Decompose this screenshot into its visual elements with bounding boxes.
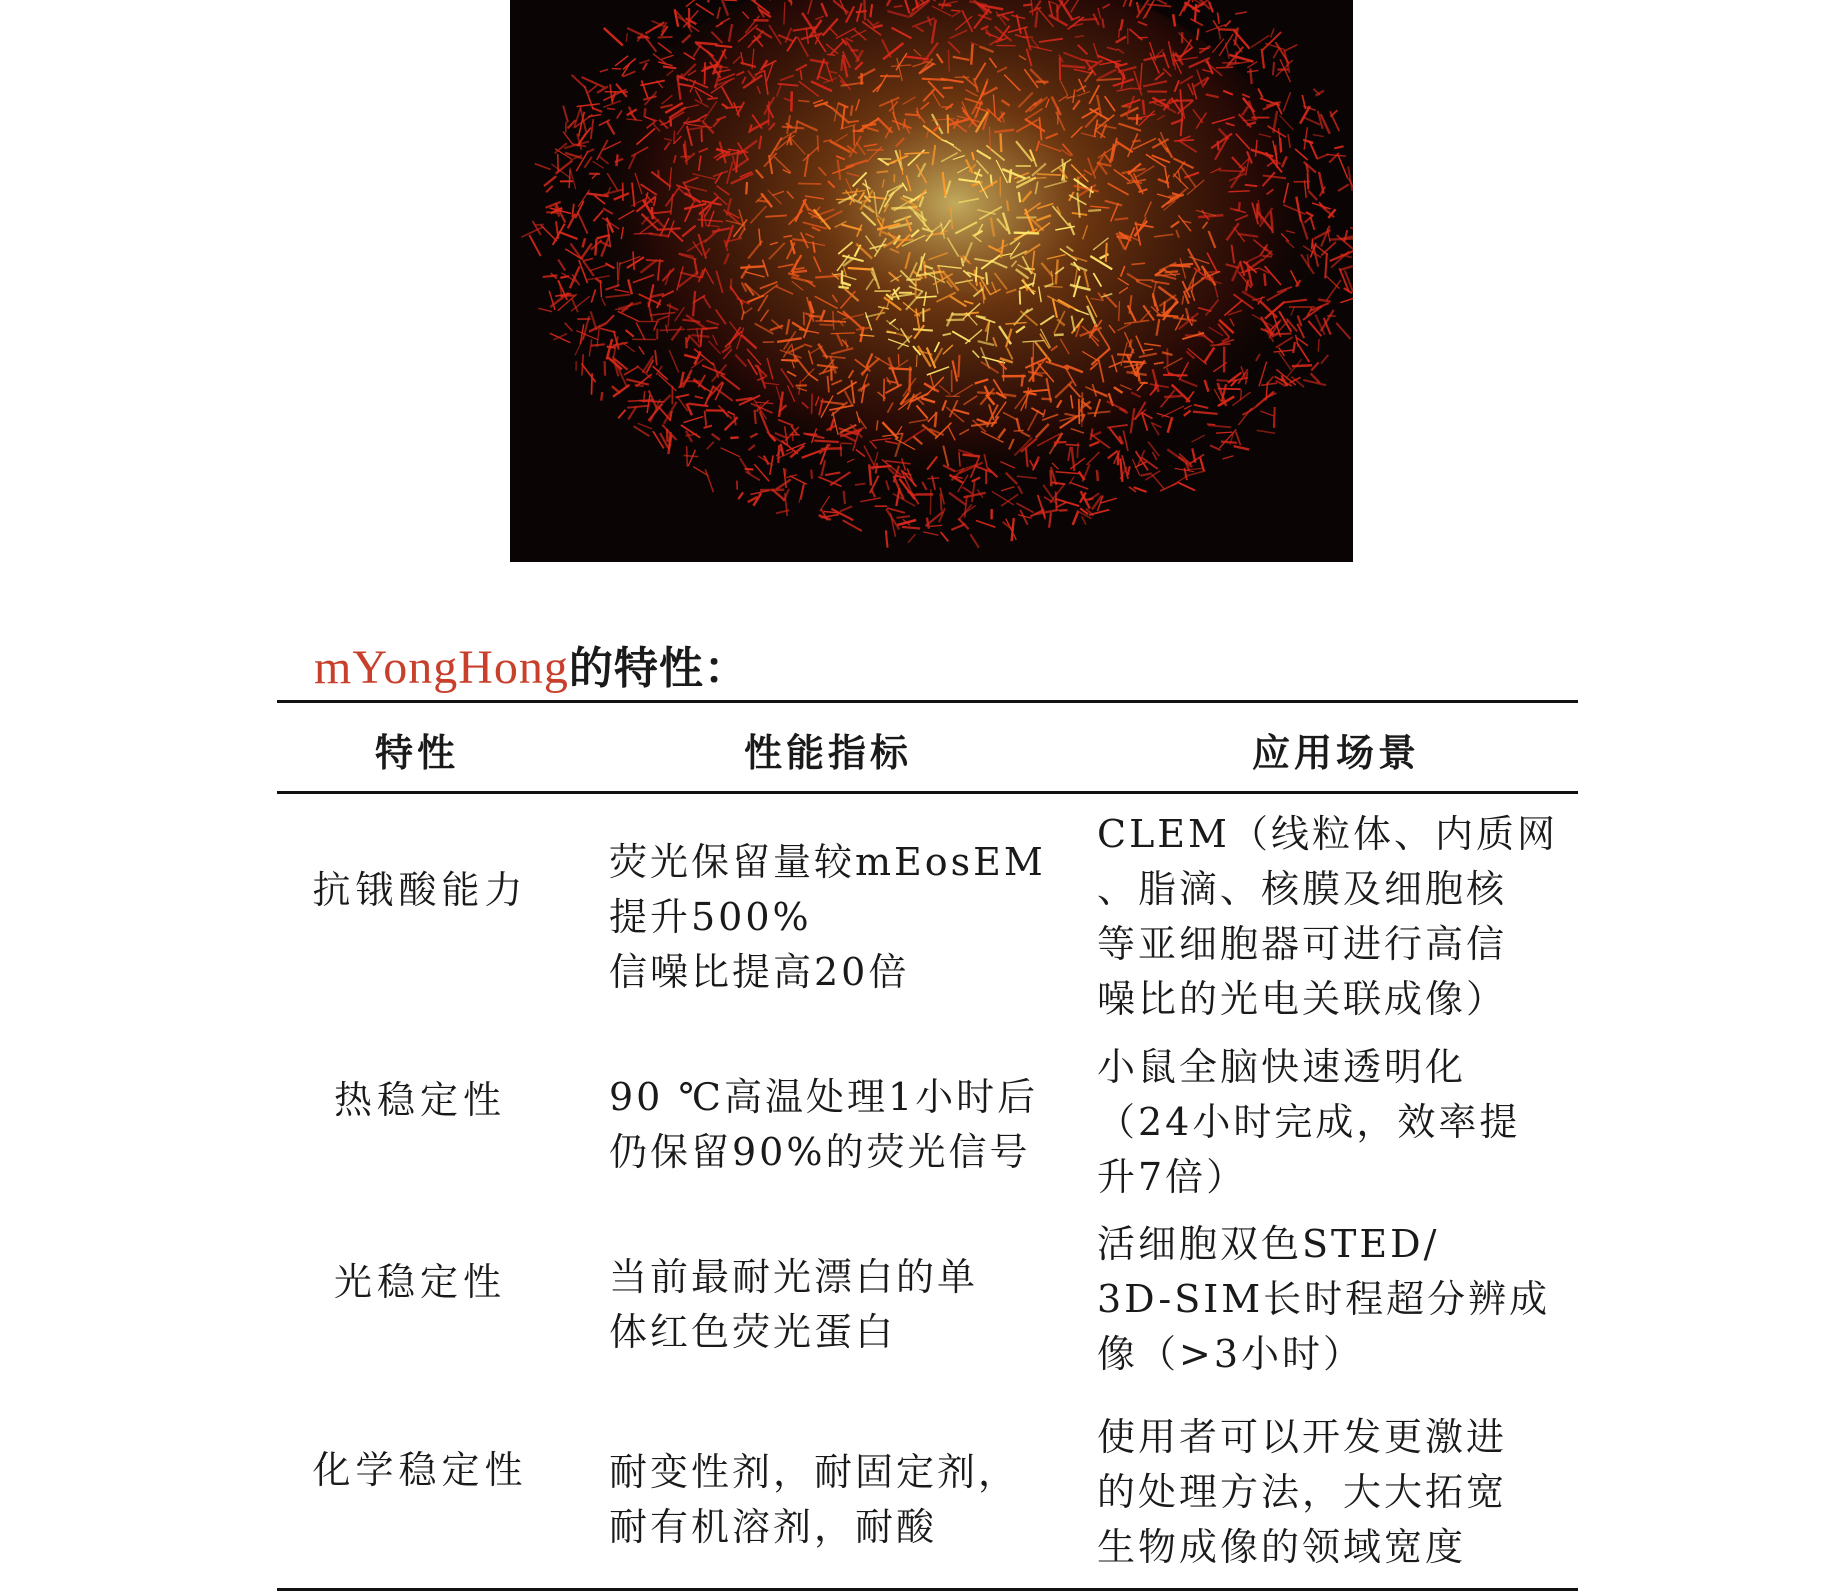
network-strand [577,104,600,107]
network-strand [1325,253,1327,278]
network-strand [1079,399,1080,424]
network-strand [1329,239,1353,240]
network-strand [746,182,747,194]
network-strand [1054,442,1066,443]
cell-applications [1097,1040,1520,1205]
network-strand [544,176,556,186]
network-strand [652,207,653,219]
network-strand [546,186,553,192]
network-strand [1191,19,1203,26]
cell-applications [1097,1217,1550,1382]
network-strand [1106,243,1107,262]
network-strand [1216,67,1233,68]
network-strand [1304,127,1307,149]
network-strand [1229,191,1250,192]
network-strand [1273,49,1279,59]
cell-metrics [609,1250,978,1360]
network-strand [1185,471,1206,477]
network-strand [708,0,716,2]
applications-line: （24小时完成，效率提 [1097,1100,1521,1144]
metrics-line: 提升500% [609,895,812,939]
network-strand [938,5,951,6]
network-strand [658,170,659,178]
network-strand [600,69,608,71]
network-strand [898,354,899,365]
cell-applications [1097,1410,1507,1575]
network-strand [935,412,937,428]
applications-line: 等亚细胞器可进行高信 [1097,922,1508,966]
network-strand [1167,348,1168,365]
network-strand [848,268,874,270]
header-applications: 应用场景 [1252,730,1421,775]
applications-line: 活细胞双色STED/ [1097,1222,1440,1266]
network-strand [902,527,920,529]
network-strand [563,132,573,145]
metrics-line: 信噪比提高20倍 [609,950,910,994]
network-strand [1311,362,1318,370]
network-strand [615,309,628,310]
network-strand [1217,380,1229,381]
network-strand [616,154,617,166]
network-strand [1164,396,1182,397]
network-strand [1273,62,1274,75]
network-strand [1313,135,1324,137]
network-strand [1303,380,1326,385]
network-strand [894,6,903,7]
network-strand [549,291,555,310]
network-strand [1321,242,1336,255]
table-bottom-rule [277,1588,1578,1591]
header-property: 特性 [375,730,460,775]
network-strand [1327,316,1335,317]
network-strand [1257,430,1275,433]
network-strand [1123,72,1124,82]
network-strand [701,129,702,142]
network-strand [785,469,786,477]
network-strand [909,367,910,393]
network-strand [1178,482,1196,490]
network-strand [1007,201,1008,212]
network-strand [1014,431,1024,432]
network-strand [1165,271,1178,272]
network-strand [1292,365,1312,366]
network-strand [849,121,859,122]
metrics-line: 耐有机溶剂，耐酸 [609,1505,938,1549]
network-strand [563,106,568,123]
network-strand [529,235,540,256]
network-strand [1097,470,1098,481]
network-strand [1221,442,1237,443]
metrics-line: 90 ℃高温处理1小时后 [609,1075,1039,1119]
network-strand [821,448,842,449]
network-strand [1014,233,1039,234]
network-strand [1123,362,1144,363]
network-strand [1235,51,1236,63]
network-strand [1274,407,1275,428]
network-strand [949,50,950,72]
applications-line: 生物成像的领域宽度 [1097,1525,1467,1569]
network-strand [1318,299,1331,301]
network-strand [876,463,877,473]
network-strand [644,108,645,117]
network-strand [645,36,657,52]
network-strand [986,272,987,284]
network-strand [976,267,977,282]
network-strand [1330,111,1339,131]
network-strand [1303,117,1321,125]
network-strand [804,312,805,326]
network-strand [1260,411,1273,416]
network-strand [824,321,846,322]
network-strand [1020,290,1021,304]
network-strand [922,79,946,80]
network-strand [588,85,597,93]
network-strand [1054,335,1064,336]
network-strand [1219,29,1236,30]
metrics-line: 荧光保留量较mEosEM [609,840,1046,884]
network-strand [798,184,821,185]
section-title [314,632,749,696]
network-strand [556,221,558,238]
applications-line: CLEM（线粒体、内质网 [1097,812,1558,856]
network-strand [607,109,615,110]
applications-line: 小鼠全脑快速透明化 [1097,1045,1467,1089]
network-strand [653,26,661,28]
network-strand [838,287,849,288]
network-strand [1060,58,1061,81]
applications-line: 的处理方法，大大拓宽 [1097,1470,1508,1514]
network-strand [1023,4,1032,5]
network-strand [913,329,933,330]
network-strand [591,344,605,345]
network-strand [1318,111,1323,129]
network-strand [1037,174,1061,175]
network-strand [1309,141,1317,160]
network-strand [1022,37,1034,38]
network-strand [565,323,573,331]
network-strand [841,443,853,444]
network-strand [707,98,717,99]
network-strand [977,392,995,393]
network-strand [541,225,557,241]
network-strand [1264,273,1265,286]
network-strand [877,171,889,172]
network-strand [1102,19,1104,28]
network-strand [1312,238,1313,249]
network-strand [1241,390,1242,401]
network-strand [930,489,931,515]
network-strand [1338,156,1348,179]
network-strand [812,394,813,414]
network-strand [639,60,650,64]
network-strand [1334,146,1343,148]
network-strand [1338,184,1349,191]
cell-property: 化学稳定性 [312,1448,528,1492]
metrics-line: 耐变性剂，耐固定剂， [609,1450,1020,1494]
network-strand [696,4,714,16]
network-strand [702,214,703,228]
network-strand [792,432,793,441]
network-strand [1284,45,1298,52]
network-strand [1350,227,1353,233]
network-strand [601,392,602,401]
network-strand [916,278,917,297]
network-strand [592,373,593,394]
network-strand [535,224,544,225]
network-strand [1132,140,1141,141]
network-strand [615,56,628,66]
applications-line: 使用者可以开发更激进 [1097,1415,1508,1459]
network-strand [740,266,765,268]
network-strand [1321,355,1328,364]
network-strand [1280,138,1281,152]
network-strand [819,325,833,326]
network-strand [535,164,551,170]
network-strand [572,75,586,88]
network-strand [1219,170,1244,171]
cell-metrics [609,1070,1038,1180]
metrics-line: 当前最耐光漂白的单 [609,1255,979,1299]
network-strand [1115,218,1129,220]
network-strand [1250,68,1251,84]
network-strand [1028,178,1046,179]
network-strand [951,10,960,11]
network-strand [946,320,964,321]
network-strand [1059,510,1067,511]
cell-property: 热稳定性 [333,1078,506,1122]
network-strand [1143,100,1145,115]
network-strand [818,135,819,151]
applications-line: 噪比的光电关联成像） [1097,977,1508,1021]
network-strand [1088,210,1101,211]
network-strand [1077,443,1078,459]
network-strand [971,44,972,65]
network-strand [1019,192,1020,202]
brand-name: mYongHong [314,641,569,694]
network-strand [1262,49,1264,69]
network-strand [1266,103,1278,107]
network-strand [841,59,842,71]
network-strand [1147,0,1167,4]
network-strand [1276,42,1289,63]
network-strand [521,227,543,238]
network-strand [618,410,625,419]
header-bottom-rule [277,791,1578,794]
network-strand [626,33,627,42]
applications-line: 像（>3小时） [1097,1332,1365,1376]
network-strand [811,470,812,479]
network-strand [1209,2,1213,13]
network-strand [831,333,855,334]
network-strand [538,308,552,311]
network-strand [1079,19,1097,20]
network-strand [784,2,785,25]
applications-line: 、脂滴、核膜及细胞核 [1097,867,1508,911]
network-strand [607,347,615,348]
network-strand [1096,79,1121,80]
network-strand [851,105,853,115]
network-strand [814,441,839,442]
network-strand [705,62,706,84]
network-strand [1137,114,1138,125]
network-strand [841,444,842,456]
network-strand [1225,21,1231,27]
network-strand [605,361,606,376]
network-strand [553,334,567,340]
network-strand [1218,389,1241,390]
cell-property: 抗锇酸能力 [312,868,528,912]
network-strand [658,37,673,38]
network-strand [1001,133,1002,152]
metrics-line: 仍保留90%的荧光信号 [609,1130,1031,1174]
network-strand [604,28,623,46]
network-strand [1318,339,1319,352]
cell-metrics [609,1445,1019,1555]
table-top-rule [277,700,1578,703]
network-strand [864,0,865,20]
network-strand [1119,301,1120,321]
fluorescence-microscopy-image [510,0,1353,562]
network-strand [1271,28,1275,37]
network-strand [1336,323,1350,339]
network-strand [660,329,685,330]
network-strand [1223,456,1234,459]
network-strand [1234,446,1250,450]
network-strand [674,131,675,144]
network-strand [958,355,959,377]
network-strand [686,0,695,7]
header-metrics: 性能指标 [744,730,913,775]
network-strand [842,270,843,284]
network-strand [595,239,596,255]
network-strand [550,333,571,342]
network-strand [1326,276,1339,288]
network-strand [1051,470,1052,486]
network-strand [1340,266,1353,270]
cell-applications [1097,807,1558,1027]
applications-line: 3D-SIM长时程超分辨成 [1097,1277,1551,1321]
network-strand [1340,298,1353,302]
network-strand [1239,202,1240,211]
network-strand [905,114,919,115]
title-suffix: 的特性： [568,643,749,694]
network-strand [1164,302,1165,313]
cell-network-image [510,0,1353,562]
network-strand [916,355,917,367]
network-strand [1326,154,1346,156]
metrics-line: 体红色荧光蛋白 [609,1310,897,1354]
network-strand [730,437,738,438]
network-strand [1219,34,1233,56]
network-strand [701,329,702,346]
network-strand [1235,12,1246,14]
network-strand [844,491,845,504]
network-strand [1283,92,1290,111]
cell-property: 光稳定性 [333,1260,506,1304]
network-strand [1218,13,1220,24]
network-strand [610,84,613,103]
applications-line: 升7倍） [1097,1155,1248,1199]
network-strand [1218,141,1219,150]
cell-metrics [609,835,1046,1000]
network-strand [1247,70,1258,72]
network-strand [592,108,602,112]
network-strand [1119,29,1120,38]
network-strand [833,311,834,330]
